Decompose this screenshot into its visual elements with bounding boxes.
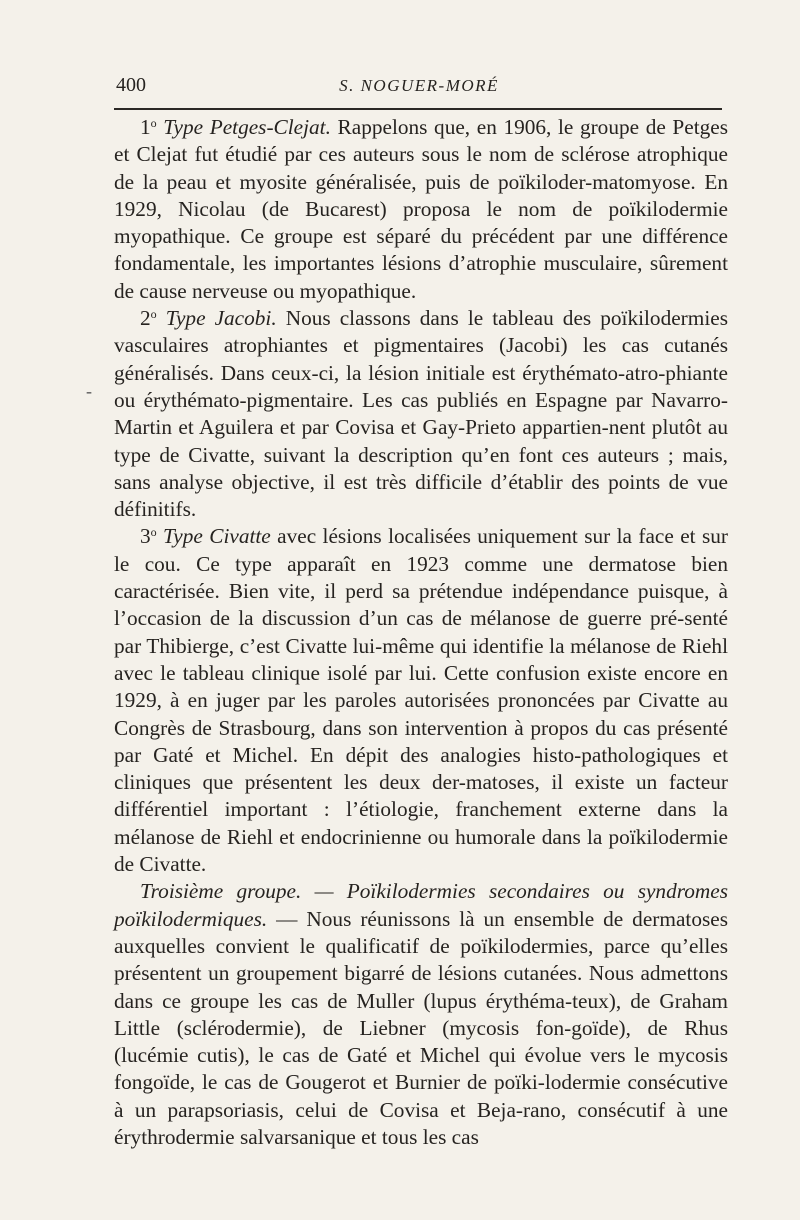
paragraph-text: — Nous réunissons là un ensemble de dermatoses auxquelles convient le qualificatif de poïkilodermies, parce qu’elles présentent un groupement bigarré de lésions cutanées. Nous admettons dans ce groupe les cas de Muller (lupus érythéma-teux), de Graham Little (sclérodermie), de Liebner (mycosis fon-goïde), de Rhus (lucémie cutis), le cas de Gaté et Michel qui évolue vers le mycosis fongoïde, le cas de Gougerot et Burnier de poïki-lodermie consécutive à un parapsoriasis, celui de Covisa et Beja-rano, consécutif à une érythrodermie salvarsanique et tous les cas <box>114 906 728 1149</box>
paragraph-text: Nous classons dans le tableau des poïkilodermies vasculaires atrophiantes et pigmentaires (Jacobi) les cas cutanés généralisés. Dans ceux-ci, la lésion initiale est érythémato-atro-phiante ou érythémato-pigmentaire. Les cas publiés en Espagne par Navarro-Martin et Aguilera et par Covisa et Gay-Prieto appartien-nent plutôt au type de Civatte, suivant la description qu’en font ces auteurs ; mais, sans analyse objective, il est très difficile d’établir des points de vue définitifs. <box>114 306 728 522</box>
margin-mark: - <box>86 381 92 401</box>
paragraph-label: Type Civatte <box>163 524 271 549</box>
ordinal-mark: o <box>150 525 157 540</box>
running-head <box>116 74 722 102</box>
paragraph-number: 3 <box>140 524 151 549</box>
paragraph-label: Type Petges-Clejat. <box>163 115 331 139</box>
paragraph-troisieme-groupe <box>114 878 728 1151</box>
paragraph-type-civatte <box>114 523 728 878</box>
ordinal-mark: o <box>150 307 157 322</box>
paragraph-number: 1 <box>140 115 151 139</box>
paragraph-type-jacobi <box>114 305 728 523</box>
paragraph-text: avec lésions localisées uniquement sur la face et sur le cou. Ce type apparaît en 1923 comme une dermatose bien caractérisée. Bien vite, il perd sa prétendue indépendance puisque, à l’occasion de la discussion d’un cas de mélanose de guerre pré-senté par Thibierge, c’est Civatte lui-même qui identifie la mélanose de Riehl avec le tableau clinique isolé par lui. Cette confusion existe encore en 1929, à en juger par les paroles autorisées prononcées par Civatte au Congrès de Strasbourg, dans son intervention à propos du cas présenté par Gaté et Michel. En dépit des analogies histo-pathologiques et cliniques que présentent les deux der-matoses, il existe un facteur différentiel important : l’étiologie, franchement externe dans la mélanose de Riehl et endocrinienne ou humorale dans la poïkilodermie de Civatte. <box>114 524 728 877</box>
header-rule <box>114 108 722 110</box>
running-title: S. NOGUER-MORÉ <box>339 76 499 95</box>
body-text <box>114 114 728 1151</box>
paragraph-number: 2 <box>140 306 151 331</box>
ordinal-mark: o <box>150 116 157 130</box>
page-number: 400 <box>116 74 146 96</box>
paragraph-type-petges-clejat <box>114 114 728 305</box>
paragraph-label: Type Jacobi. <box>165 306 277 331</box>
paragraph-label: Troisième groupe. — Poïkilodermies secondaires ou syndromes poïkilodermiques. <box>114 879 728 931</box>
paragraph-text: Rappelons que, en 1906, le groupe de Petges et Clejat fut étudié par ces auteurs sous le nom de sclérose atrophique de la peau et myosite généralisée, puis de poïkiloder-matomyose. En 1929, Nicolau (de Bucarest) proposa le nom de poïkilodermie myopathique. Ce groupe est séparé du précédent par une différence fondamentale, les importantes lésions d’atrophie musculaire, sûrement de cause nerveuse ou myopathique. <box>114 115 728 303</box>
